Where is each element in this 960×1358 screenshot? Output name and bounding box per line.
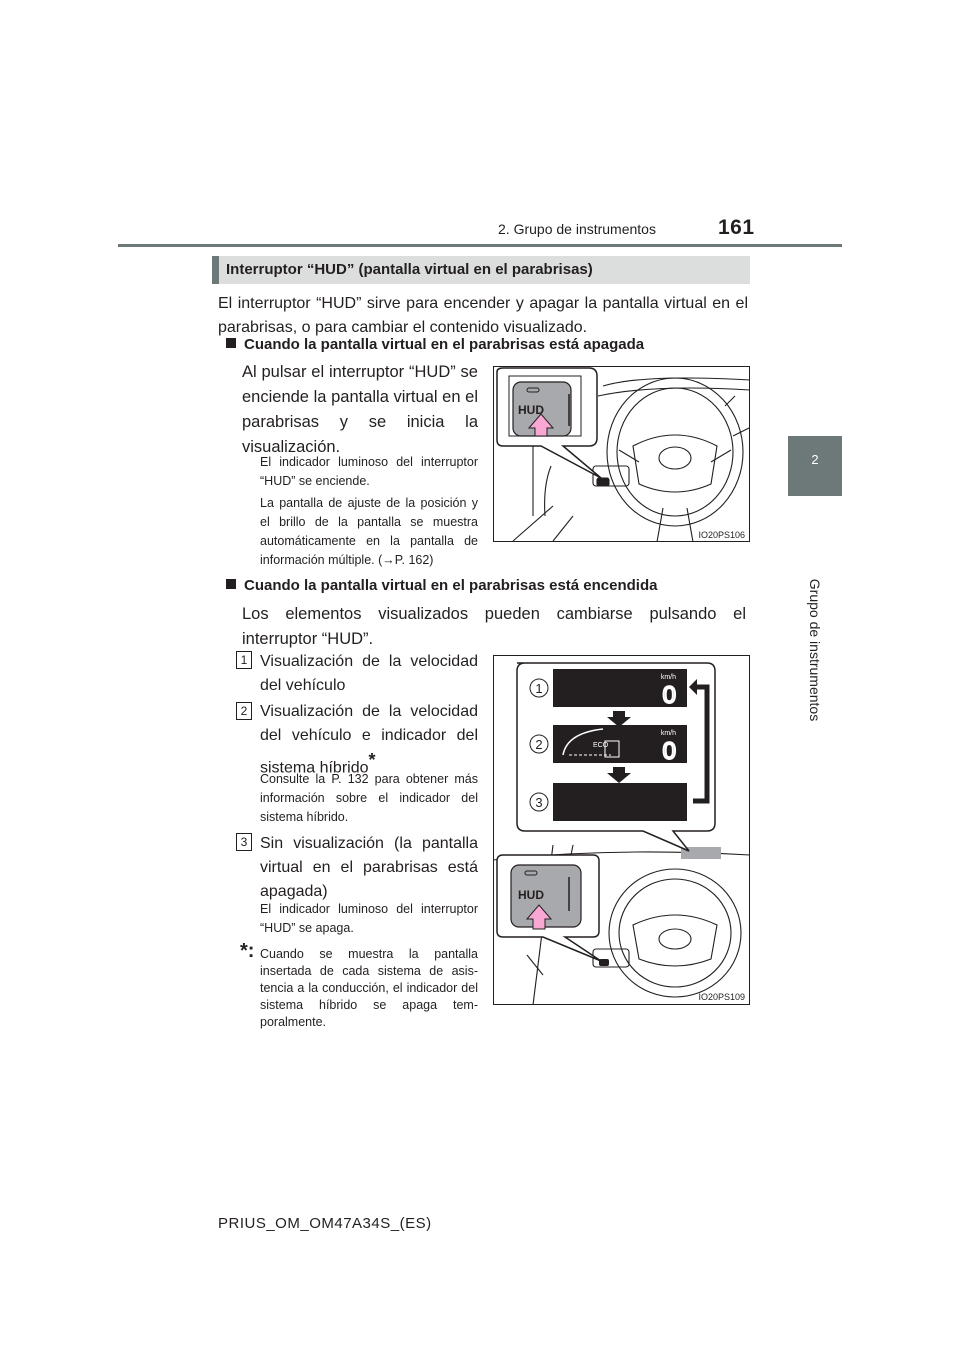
running-header-section: 2. Grupo de instrumentos [498,221,656,237]
off-heading-text: Cuando la pantalla virtual en el parabrisas está apagada [244,336,645,353]
section-intro: El interruptor “HUD” sirve para encender y apagar la pantalla virtual en el parabrisas, o para cambiar el contenido visualizado. [218,295,748,336]
callout-2: 2 [535,737,543,752]
section-title: Interruptor “HUD” (pantalla virtual en el parabrisas) [226,261,593,278]
off-note-2: La pantalla de ajuste de la posición y el brillo de la pantalla se muestra automáticamente en la pantalla de información múltiple. (→P. 162) [260,496,478,567]
speed-unit-2: km/h [660,730,676,737]
footnote-mark: *: [240,940,255,962]
speed-value-2: 0 [662,738,676,765]
hud-key-label-1: HUD [518,403,544,417]
off-body: Al pulsar el interruptor “HUD” se enciende la pantalla virtual en el parabrisas y se inicia la visualización. [242,363,478,456]
item-1-text: Visualización de la velocidad del vehículo [260,653,478,694]
item-number-badge: 3 [236,833,252,851]
off-heading [226,336,756,353]
steering-wheel-figure-1 [493,366,750,542]
item-2-text-main: Visualización de la velocidad del vehículo e indicador del sistema híbrido [260,703,478,777]
callout-1: 1 [535,681,543,696]
on-heading [226,577,756,594]
chapter-tab-label: Grupo de instrumentos [807,578,823,722]
item-2-text [260,700,478,780]
speed-value-1: 0 [662,682,676,709]
on-body: Los elementos visualizados pueden cambiarse pulsando el interruptor “HUD”. [242,605,746,648]
header-rule [118,244,842,247]
footnote-text: Cuando se muestra la pantalla insertada de cada sistema de asistencia a la conducción, el indicador del sistema híbrido se apaga temporalmente. [260,947,478,1029]
footnote-asterisk: * [240,940,248,962]
on-heading-text: Cuando la pantalla virtual en el parabrisas está encendida [244,577,658,594]
document-id: PRIUS_OM_OM47A34S_(ES) [218,1215,432,1232]
figure-code-2: IO20PS109 [698,992,745,1002]
figure-code-1: IO20PS106 [698,530,745,540]
section-heading-accent [212,256,219,284]
hud-key-label-2: HUD [518,888,544,902]
square-bullet-icon [226,579,236,589]
callout-3: 3 [535,795,543,810]
square-bullet-icon [226,338,236,348]
page-number: 161 [718,216,755,239]
hud-display-modes-figure [493,655,750,1005]
item-2-note: Consulte la P. 132 para obtener más información sobre el indicador del sistema híbrido. [260,772,478,824]
item-3-note: El indicador luminoso del interruptor “HUD” se apaga. [260,902,478,935]
item-3-text: Sin visualización (la pantalla virtual en el parabrisas está apagada) [260,835,478,900]
chapter-tab-number: 2 [811,452,819,467]
item-2-asterisk: * [368,750,376,770]
eco-label: ECO [593,742,609,749]
item-number-badge: 2 [236,702,252,720]
item-number-badge: 1 [236,651,252,669]
off-note-1: El indicador luminoso del interruptor “HUD” se enciende. [260,455,478,488]
speed-unit-1: km/h [660,674,676,681]
